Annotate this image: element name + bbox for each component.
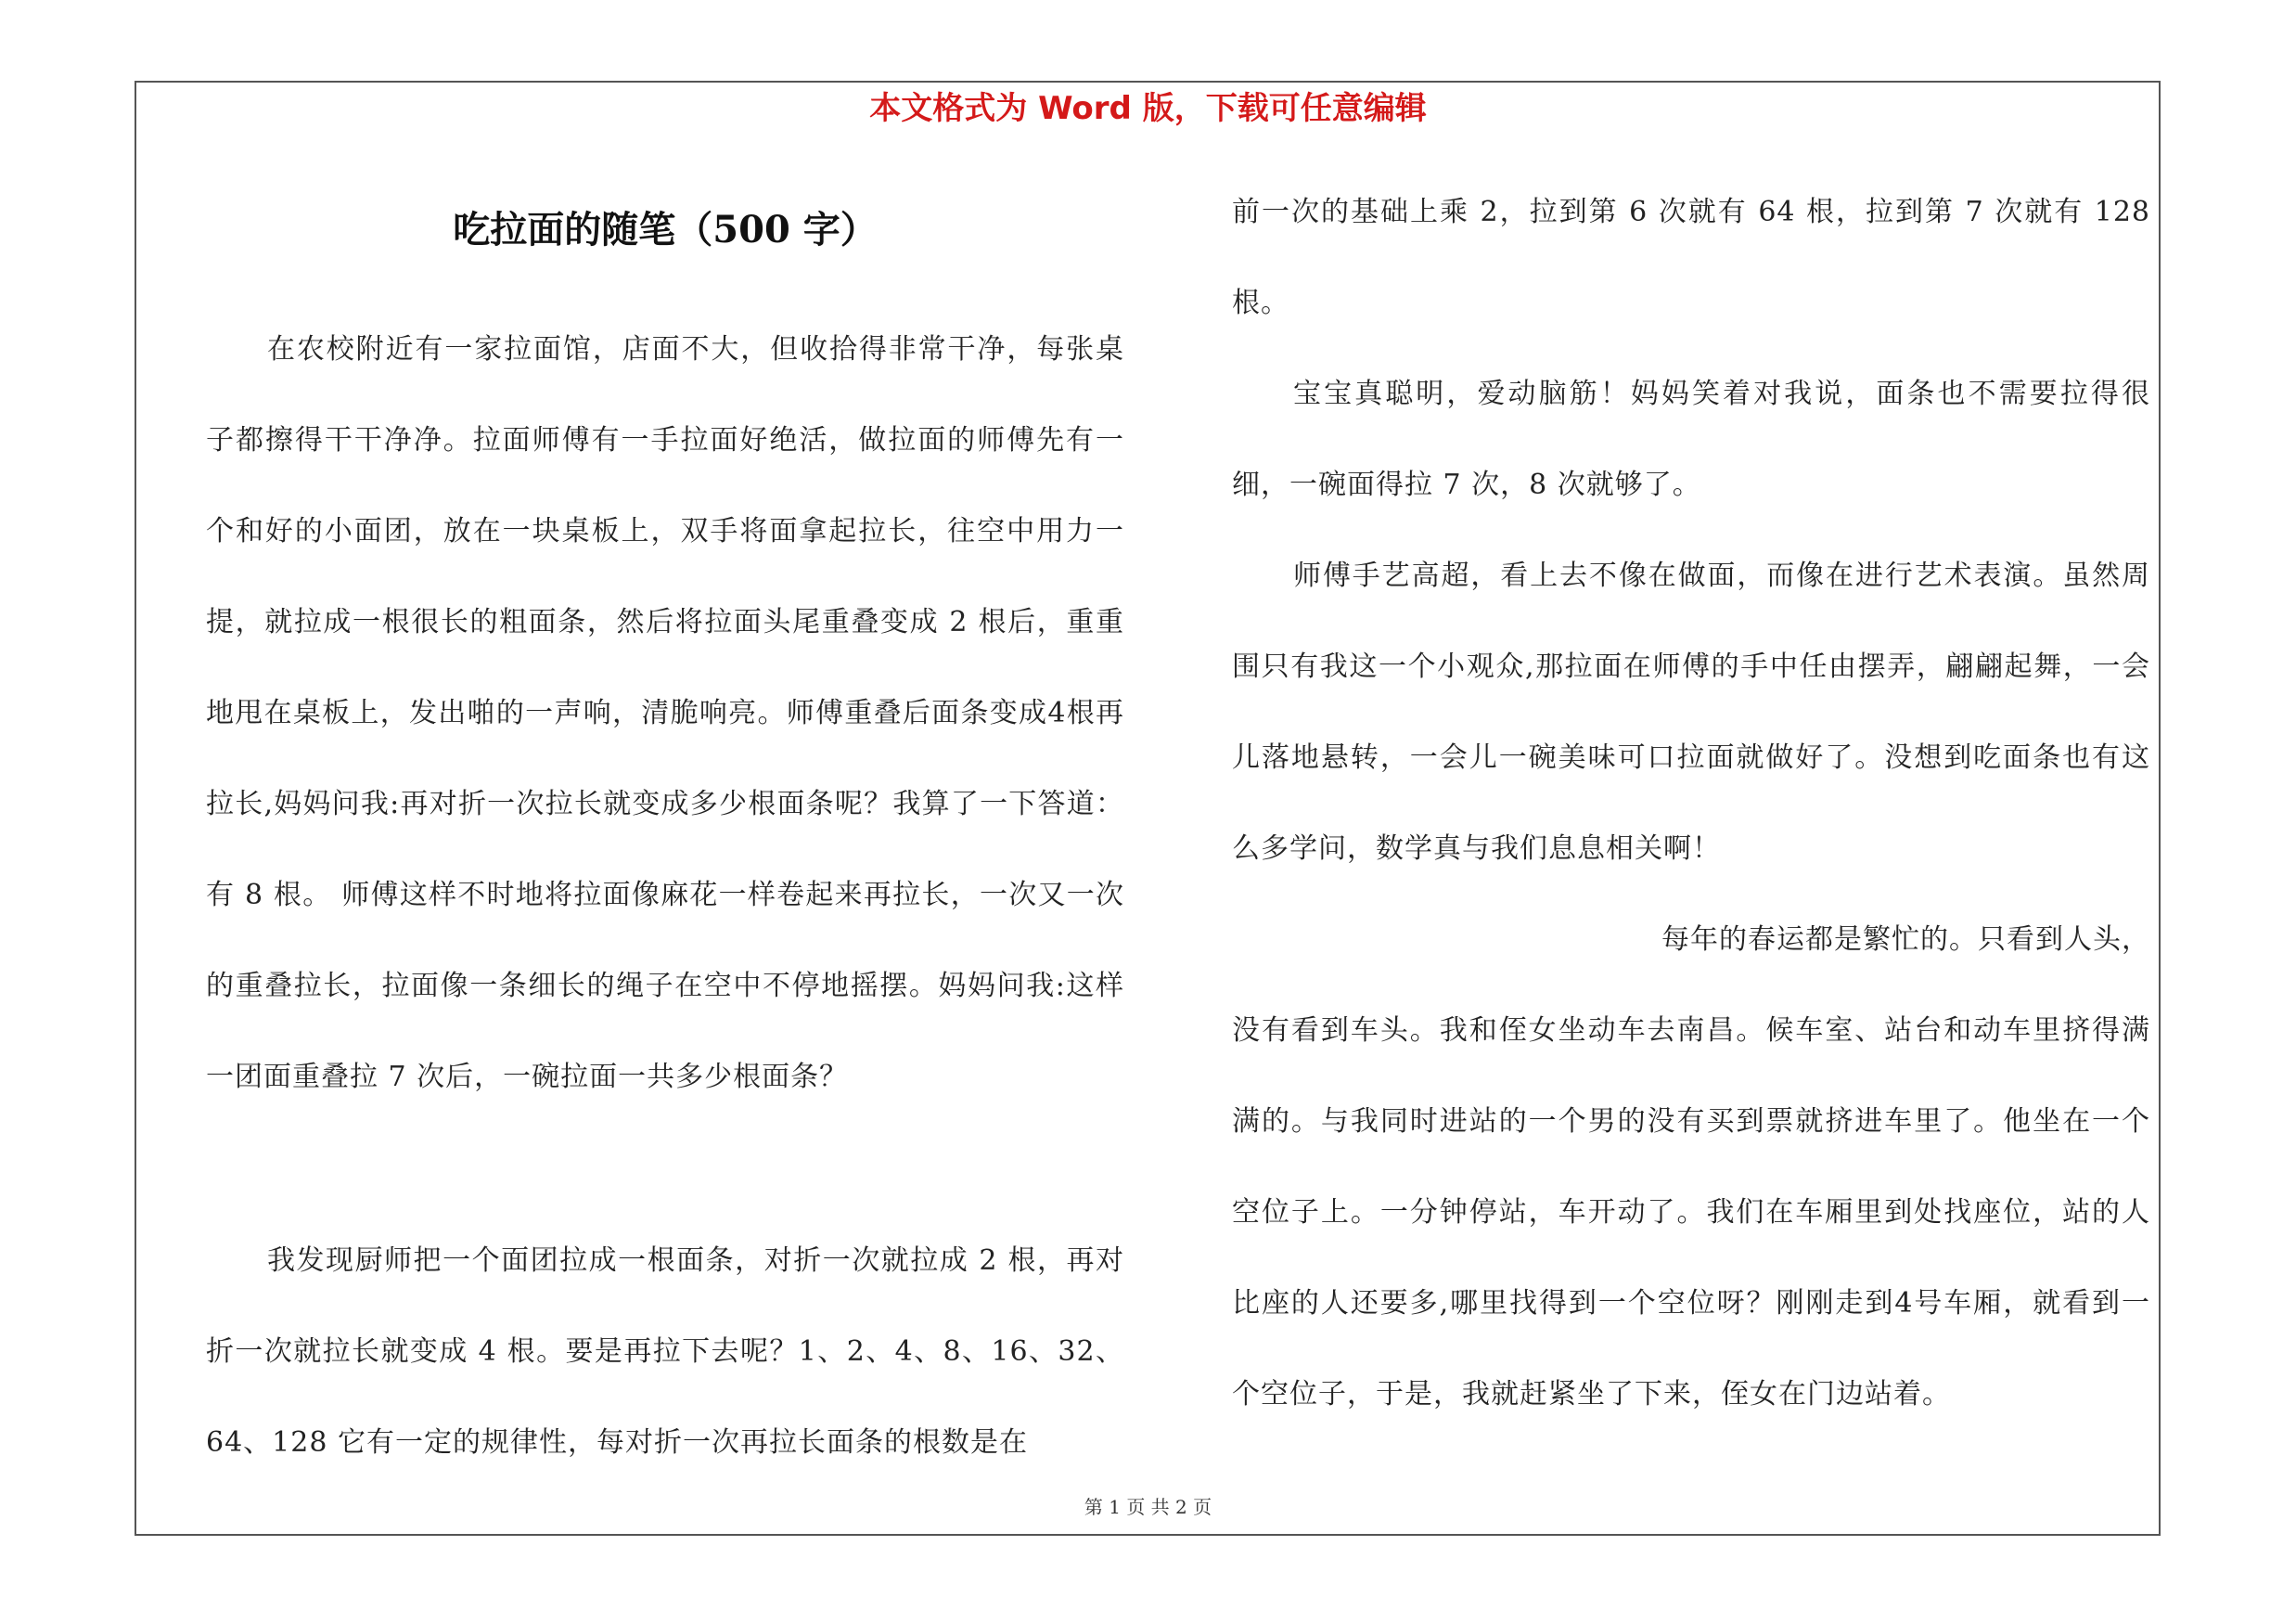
page-number-footer: 第 1 页 共 2 页: [1084, 1496, 1212, 1518]
document-title: 吃拉面的随笔（500 字）: [453, 208, 878, 251]
left-paragraph-1: 在农校附近有一家拉面馆，店面不大，但收拾得非常干净，每张桌子都擦得干干净净。拉面师傅有一手拉面好绝活，做拉面的师傅先有一个和好的小面团，放在一块桌板上，双手将面拿起拉长，往空中用力一提，就拉成一根很长的粗面条，然后将拉面头尾重叠变成 2 根后，重重地甩在桌板上，发出啪的一声响，清脆响亮。师傅重叠后面条变成4根再拉长,妈妈问我:再对折一次拉长就变成多少根面条呢？我算了一下答道：有 8 根。 师傅这样不时地将拉面像麻花一样卷起来再拉长，一次又一次的重叠拉长，拉面像一条细长的绳子在空中不停地摇摆。妈妈问我:这样一团面重叠拉 7 次后，一碗拉面一共多少根面条？: [206, 333, 1124, 1093]
right-paragraph-4: [1232, 895, 2150, 1440]
right-paragraph-3: 师傅手艺高超，看上去不像在做面，而像在进行艺术表演。虽然周围只有我这一个小观众,那拉面在师傅的手中任由摆弄，翩翩起舞，一会儿落地悬转，一会儿一碗美味可口拉面就做好了。没想到吃面条也有这么多学问，数学真与我们息息相关啊！: [1232, 560, 2150, 865]
right-paragraph-1: 前一次的基础上乘 2，拉到第 6 次就有 64 根，拉到第 7 次就有 128 根。: [1232, 196, 2150, 319]
right-paragraph-4-body: 没有看到车头。我和侄女坐动车去南昌。候车室、站台和动车里挤得满满的。与我同时进站的一个男的没有买到票就挤进车里了。他坐在一个空位子上。一分钟停站，车开动了。我们在车厢里到处找座位，站的人比座的人还要多,哪里找得到一个空位呀？刚刚走到4号车厢，就看到一个空位子，于是，我就赶紧坐了下来，侄女在门边站着。: [1232, 1014, 2150, 1410]
left-paragraph-2: 我发现厨师把一个面团拉成一根面条，对折一次就拉成 2 根，再对折一次就拉长就变成 4 根。要是再拉下去呢？1、2、4、8、16、32、64、128 它有一定的规律性，每对折一次再拉长面条的根数是在: [206, 1244, 1124, 1459]
editable-banner: 本文格式为 Word 版，下载可任意编辑: [869, 90, 1427, 127]
right-paragraph-2: 宝宝真聪明，爱动脑筋！妈妈笑着对我说，面条也不需要拉得很细，一碗面得拉 7 次，8 次就够了。: [1232, 378, 2150, 501]
right-paragraph-4-lead: 每年的春运都是繁忙的。只看到人头，: [1661, 923, 2150, 956]
